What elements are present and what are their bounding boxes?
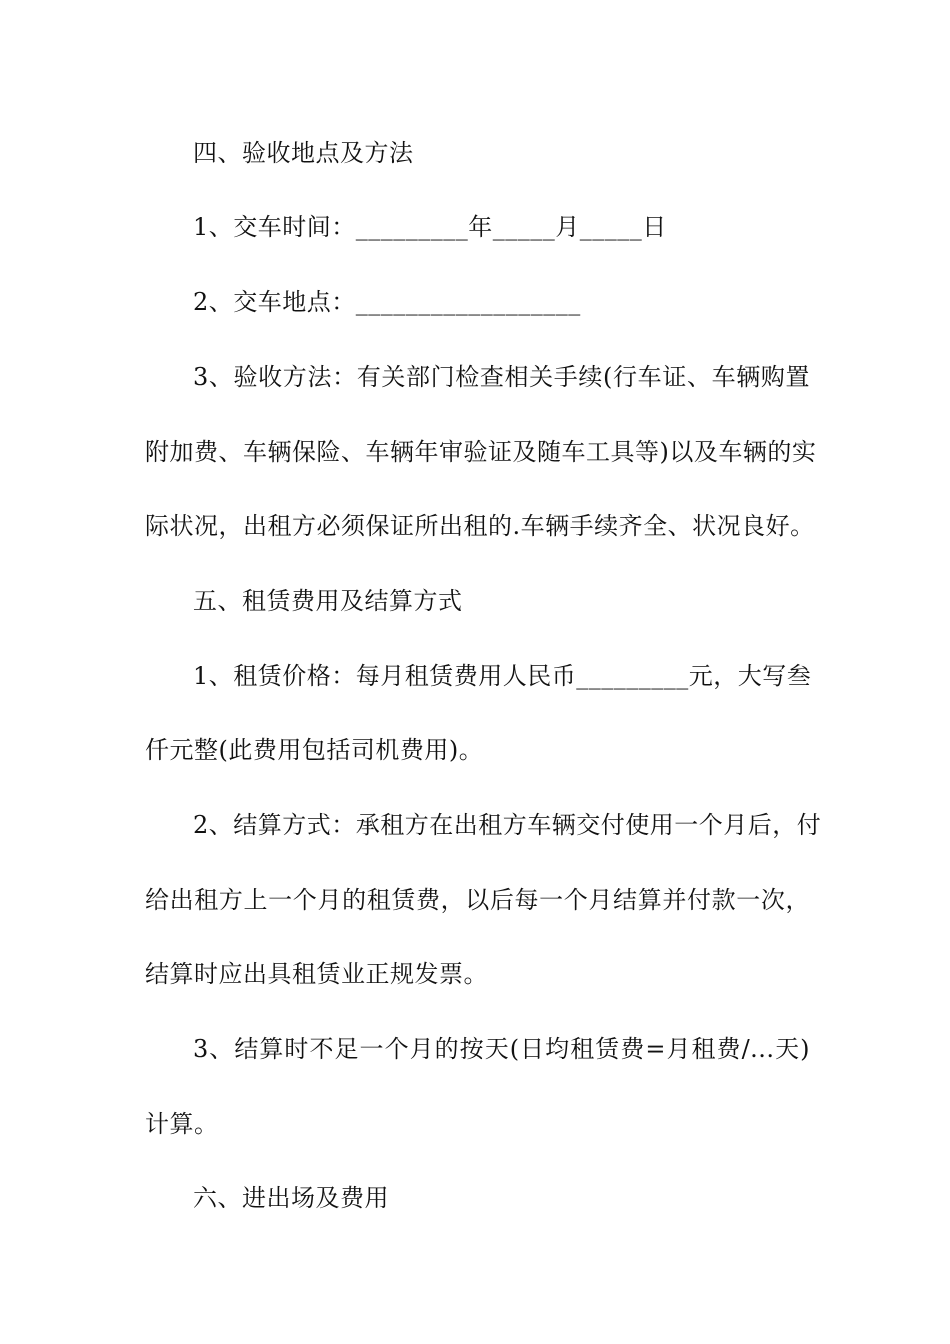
settlement-method-line-3: 结算时应出具租赁业正规发票。 <box>145 960 488 988</box>
acceptance-method-line-3: 际状况，出租方必须保证所出租的.车辆手续齐全、状况良好。 <box>145 512 815 540</box>
section-4-heading: 四、验收地点及方法 <box>193 139 414 167</box>
settlement-method-line-1: 2、结算方式：承租方在出租方车辆交付使用一个月后，付 <box>193 811 822 839</box>
delivery-location-line: 2、交车地点：__________________ <box>193 288 581 316</box>
section-5-heading: 五、租赁费用及结算方式 <box>193 587 463 615</box>
settlement-method-line-2: 给出租方上一个月的租赁费，以后每一个月结算并付款一次， <box>145 886 810 914</box>
acceptance-method-line-2: 附加费、车辆保险、车辆年审验证及随车工具等)以及车辆的实 <box>145 438 817 466</box>
partial-month-line-1: 3、结算时不足一个月的按天(日均租赁费=月租费/...天) <box>193 1035 810 1063</box>
rental-price-line-1: 1、租赁价格：每月租赁费用人民币_________元，大写叁 <box>193 662 812 690</box>
partial-month-line-2: 计算。 <box>145 1110 219 1138</box>
section-6-heading: 六、进出场及费用 <box>193 1184 389 1212</box>
delivery-time-line: 1、交车时间：_________年_____月_____日 <box>193 213 667 241</box>
acceptance-method-line-1: 3、验收方法：有关部门检查相关手续(行车证、车辆购置 <box>193 363 810 391</box>
rental-price-line-2: 仟元整(此费用包括司机费用)。 <box>145 736 484 764</box>
